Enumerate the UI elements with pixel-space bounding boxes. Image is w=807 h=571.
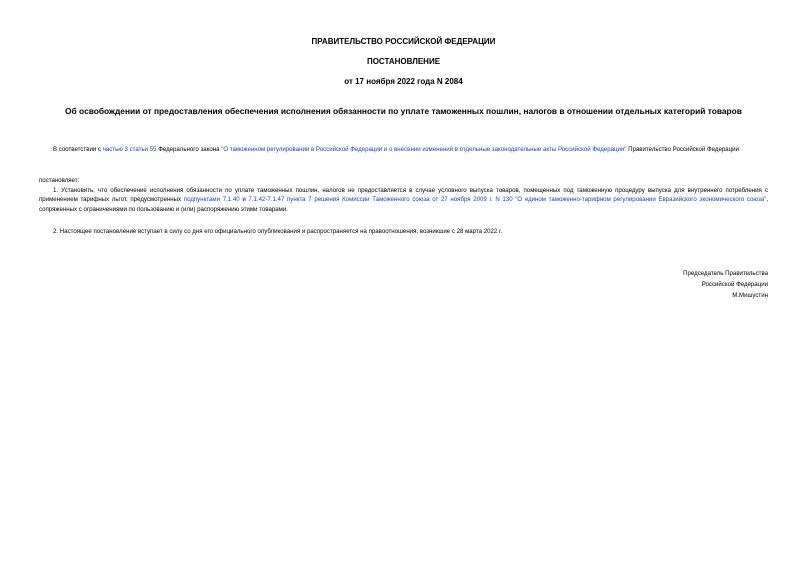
link-article-55[interactable]: частью 3 статьи 55	[102, 146, 157, 153]
item-2-paragraph: 2. Настоящее постановление вступает в силу со дня его официального опубликования и распространяется на правоотношения, возникшие с 28 марта 2022 г.	[53, 228, 503, 235]
item-1-suffix: , сопряженных с ограничениями по пользованию и (или) распоряжению этими товарами.	[39, 196, 769, 213]
link-subpoint-7-1-40[interactable]: подпунктами 7.1.40	[183, 196, 240, 204]
item-1-and: и	[239, 196, 249, 204]
preamble-paragraph	[39, 145, 768, 154]
item-1-prefix: 1. Установить, что обеспечение исполнения обязанности по уплате таможенных пошлин, налогов не предоставляется в случае условного выпуска товаров, помещенных под таможенную процедуру выпуска для внутреннего потребления с применением тарифных льгот, предусмотренных	[39, 187, 768, 204]
doc-type-heading: ПОСТАНОВЛЕНИЕ	[366, 57, 441, 66]
signature-position-1: Председатель Правительства	[683, 270, 768, 277]
date-number-heading: от 17 ноября 2022 года N 2084	[344, 77, 463, 86]
preamble-mid: Федерального закона	[156, 146, 222, 153]
preamble-prefix: В соответствии с	[53, 146, 103, 153]
link-subpoints-7-1-42-47[interactable]: 7.1.42-7.1.47 пункта 7	[248, 196, 312, 204]
signature-position-2: Российской Федерации	[701, 281, 768, 288]
authority-heading: ПРАВИТЕЛЬСТВО РОССИЙСКОЙ ФЕДЕРАЦИИ	[311, 37, 496, 46]
preamble-suffix: Правительство Российской Федерации	[626, 146, 739, 153]
document-title: Об освобождении от предоставления обеспечения исполнения обязанности по уплате таможенных пошлин, налогов в отношении отдельных категорий товаров	[65, 106, 742, 116]
item-1-paragraph	[39, 186, 768, 214]
signature-name: М.Мишустин	[732, 292, 768, 299]
link-customs-law[interactable]: "О таможенном регулировании в Российской Федерации и о внесении изменений в отдельные законодательные акты Российской Федерации"	[221, 146, 627, 153]
resolves-text: постановляет:	[39, 177, 80, 184]
link-decision-130[interactable]: решения Комиссии Таможенного союза от 27 ноября 2009 г. N 130 "О едином таможенно-тарифном регулировании Евразийского экономического союза"	[314, 196, 767, 204]
